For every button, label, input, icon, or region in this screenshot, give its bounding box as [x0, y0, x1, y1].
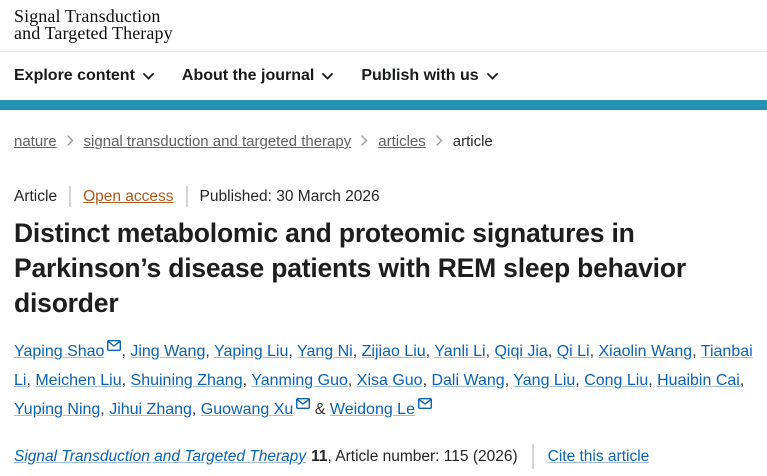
author-link[interactable]: Jihui Zhang — [109, 401, 192, 418]
article-content — [0, 133, 767, 469]
citation-divider — [532, 444, 534, 469]
accent-bar — [0, 100, 767, 110]
chevron-down-icon — [487, 67, 498, 85]
author-link[interactable]: Guowang Xu — [200, 401, 294, 418]
author-separator: , — [242, 372, 252, 389]
breadcrumb-articles[interactable]: articles — [378, 133, 426, 150]
author-link[interactable]: Xisa Guo — [356, 372, 423, 389]
author — [35, 372, 130, 389]
author-link[interactable]: Yuping Ning — [14, 401, 101, 418]
author — [434, 343, 494, 360]
chevron-right-icon — [436, 133, 443, 150]
author-list — [14, 337, 753, 424]
author — [357, 372, 432, 389]
journal-logo-line1: Signal Transduction — [14, 6, 161, 26]
author-separator: , — [26, 372, 36, 389]
breadcrumb-current: article — [452, 133, 493, 150]
author-link[interactable]: Meichen Liu — [35, 372, 122, 389]
citation-line — [14, 444, 753, 469]
author-separator: , — [100, 401, 110, 418]
chevron-down-icon — [322, 67, 333, 85]
author-link[interactable]: Dali Wang — [431, 372, 505, 389]
author-separator: , — [589, 343, 599, 360]
author-link[interactable]: Yang Ni — [297, 343, 353, 360]
author-separator: , — [425, 343, 435, 360]
article-number-text: , Article number: 115 (2026) — [327, 447, 518, 465]
author-separator: , — [205, 343, 214, 360]
volume-number: 11 — [311, 447, 328, 465]
author-link[interactable]: Tianbai Li — [14, 343, 753, 389]
author — [494, 343, 556, 360]
email-envelope-icon[interactable] — [296, 390, 310, 419]
author — [14, 401, 109, 418]
author-separator: , — [422, 372, 432, 389]
article-meta-row — [14, 186, 753, 207]
published-date: Published: 30 March 2026 — [199, 187, 380, 205]
author-separator: , — [575, 372, 585, 389]
author-link[interactable]: Xiaolin Wang — [598, 343, 693, 360]
author-separator: , — [191, 401, 201, 418]
author — [362, 343, 435, 360]
author — [214, 343, 297, 360]
cite-this-article-link[interactable]: Cite this article — [547, 447, 650, 465]
author-separator: , — [692, 343, 701, 360]
author-link[interactable]: Yang Liu — [513, 372, 576, 389]
author-separator: & — [310, 401, 330, 418]
author — [557, 343, 599, 360]
author-link[interactable]: Huaibin Cai — [657, 372, 740, 389]
author — [251, 372, 357, 389]
author-separator: , — [121, 343, 131, 360]
author — [599, 343, 701, 360]
nav-about-the-journal-label: About the journal — [181, 67, 315, 84]
nav-explore-content[interactable] — [14, 67, 154, 85]
author — [657, 372, 744, 389]
author — [201, 401, 330, 418]
author — [131, 372, 252, 389]
journal-logo[interactable] — [14, 8, 753, 41]
author-separator: , — [547, 343, 557, 360]
article-title: Distinct metabolomic and proteomic signatures in Parkinson’s disease patients with REM sleep behavior disorder — [14, 218, 686, 318]
article-type-label: Article — [14, 187, 58, 205]
nav-publish-with-us[interactable] — [361, 67, 497, 85]
author-link[interactable]: Zijiao Liu — [361, 343, 426, 360]
author-link[interactable]: Shuining Zhang — [130, 372, 243, 389]
email-envelope-icon[interactable] — [418, 390, 432, 419]
author-link[interactable]: Cong Liu — [584, 372, 649, 389]
breadcrumb — [14, 133, 753, 150]
breadcrumb-nature[interactable]: nature — [14, 133, 57, 150]
author-separator: , — [352, 343, 362, 360]
main-nav — [0, 52, 767, 100]
author-separator: , — [347, 372, 357, 389]
author — [431, 372, 513, 389]
nav-about-the-journal[interactable] — [182, 67, 333, 85]
chevron-down-icon — [143, 67, 154, 85]
meta-divider — [69, 186, 71, 207]
author — [130, 343, 214, 360]
journal-citation-link[interactable]: Signal Transduction and Targeted Therapy — [14, 447, 307, 465]
nav-publish-with-us-label: Publish with us — [361, 67, 479, 84]
email-envelope-icon[interactable] — [107, 332, 121, 361]
author-separator: , — [485, 343, 495, 360]
author — [513, 372, 584, 389]
nav-explore-content-label: Explore content — [14, 67, 135, 84]
author — [330, 401, 432, 418]
author-link[interactable]: Yanming Guo — [251, 372, 348, 389]
chevron-right-icon — [361, 133, 368, 150]
author-separator: , — [504, 372, 514, 389]
author-link[interactable]: Yaping Shao — [14, 343, 105, 360]
open-access-link[interactable]: Open access — [83, 187, 174, 205]
author — [109, 401, 201, 418]
author — [584, 372, 657, 389]
breadcrumb-journal[interactable]: signal transduction and targeted therapy — [83, 133, 352, 150]
meta-divider — [186, 186, 188, 207]
author-link[interactable]: Qiqi Jia — [494, 343, 548, 360]
journal-logo-line2: and Targeted Therapy — [14, 22, 173, 43]
chevron-right-icon — [67, 133, 74, 150]
author-link[interactable]: Weidong Le — [329, 401, 415, 418]
author-link[interactable]: Qi Li — [556, 343, 590, 360]
author-link[interactable]: Jing Wang — [130, 343, 206, 360]
author-separator: , — [739, 372, 745, 389]
author-link[interactable]: Yaping Liu — [213, 343, 289, 360]
author-separator: , — [648, 372, 658, 389]
journal-header — [0, 0, 767, 41]
author-separator: , — [288, 343, 297, 360]
author-separator: , — [121, 372, 131, 389]
author-link[interactable]: Yanli Li — [434, 343, 486, 360]
author — [297, 343, 362, 360]
author — [14, 343, 130, 360]
